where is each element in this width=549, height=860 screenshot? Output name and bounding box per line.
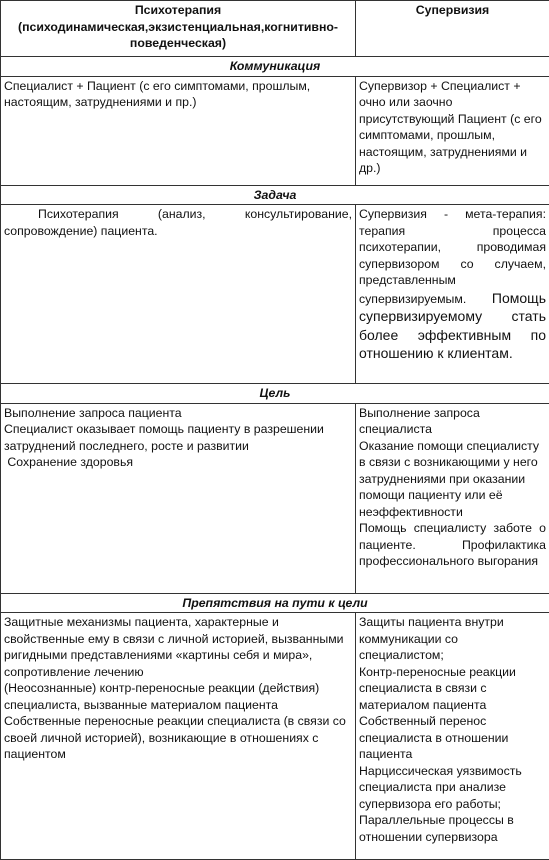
obstacles-left-line: Собственные переносные реакции специалиста (в связи со своей личной историей), возникающие в отношениях с пациентом xyxy=(4,713,352,763)
header-supervision xyxy=(356,1,549,57)
section-goal-row xyxy=(1,384,549,404)
communication-row xyxy=(1,76,549,185)
task-left-text: Психотерапия (анализ, консультирование, сопровождение) пациента. xyxy=(4,206,352,239)
section-obstacles-row xyxy=(1,593,549,613)
obstacles-right-line: Нарциссическая уязвимость специалиста при анализе супервизора его работы; xyxy=(359,763,546,813)
section-obstacles-title: Препятствия на пути к цели xyxy=(1,593,549,613)
obstacles-left-line: (Неосознанные) контр-переносные реакции (действия) специалиста, вызванные материалом пациента xyxy=(4,680,352,713)
task-right-part1: Супервизия - мета-терапия: терапия процесса психотерапии, проводимая супервизором со случаем, представленным супервизируемым. xyxy=(359,207,546,306)
task-right-part2: Помощь супервизируемому стать более эффективным по отношению к клиентам. xyxy=(359,290,546,362)
task-right xyxy=(356,205,549,384)
goal-left-line: Сохранение здоровья xyxy=(4,454,352,471)
header-supervision-title: Супервизия xyxy=(359,2,546,19)
goal-right-line: Помощь специалисту заботе о пациенте. Профилактика профессионального выгорания xyxy=(359,520,546,570)
obstacles-right-line: Защиты пациента внутри коммуникации со специалистом; xyxy=(359,614,546,664)
obstacles-right-line: Собственный перенос специалиста в отношении пациента xyxy=(359,713,546,763)
header-psychotherapy-title: Психотерапия xyxy=(4,2,352,19)
section-communication-title: Коммуникация xyxy=(1,57,549,77)
goal-left xyxy=(1,403,356,593)
section-communication-row xyxy=(1,57,549,77)
goal-left-line: Выполнение запроса пациента xyxy=(4,405,352,422)
section-goal-title: Цель xyxy=(1,384,549,404)
obstacles-row xyxy=(1,613,549,860)
obstacles-right-line: Параллельные процессы в отношении супервизора xyxy=(359,812,546,845)
task-row xyxy=(1,205,549,384)
goal-left-line: Специалист оказывает помощь пациенту в разрешении затруднений последнего, росте и развитии xyxy=(4,421,352,454)
goal-right-line: Оказание помощи специалисту в связи с возникающими у него затруднениями при оказании помощи пациенту или её неэффективности xyxy=(359,438,546,521)
goal-row xyxy=(1,403,549,593)
goal-right-line: Выполнение запроса специалиста xyxy=(359,405,546,438)
communication-right: Супервизор + Специалист + очно или заочно присутствующий Пациент (с его симптомами, прошлым, настоящим, затруднениями и др.) xyxy=(356,76,549,185)
section-task-row xyxy=(1,185,549,205)
header-psychotherapy xyxy=(1,1,356,57)
section-task-title: Задача xyxy=(1,185,549,205)
header-row xyxy=(1,1,549,57)
task-right-text xyxy=(359,206,546,363)
communication-left: Специалист + Пациент (с его симптомами, прошлым, настоящим, затруднениями и пр.) xyxy=(1,76,356,185)
task-left xyxy=(1,205,356,384)
header-psychotherapy-subtitle: (психодинамическая,экзистенциальная,когнитивно-поведенческая) xyxy=(4,19,352,52)
obstacles-left-line: Защитные механизмы пациента, характерные и свойственные ему в связи с личной историей, вызванными ригидными представлениями «картины себя и мира», сопротивление лечению xyxy=(4,614,352,680)
obstacles-right xyxy=(356,613,549,860)
obstacles-right-line: Контр-переносные реакции специалиста в связи с материалом пациента xyxy=(359,664,546,714)
obstacles-left xyxy=(1,613,356,860)
goal-right xyxy=(356,403,549,593)
